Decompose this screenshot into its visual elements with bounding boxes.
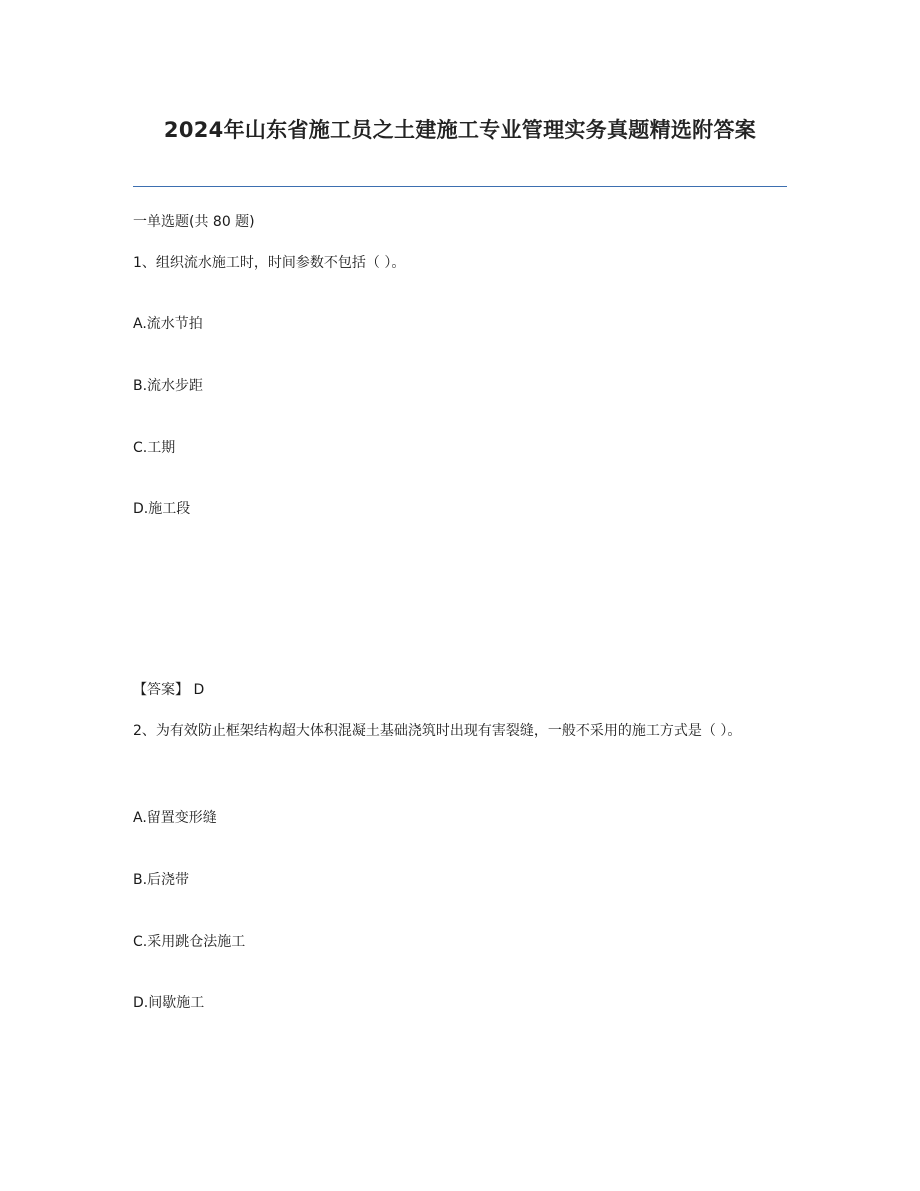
question-1-option-c: C.工期 bbox=[133, 440, 176, 456]
question-2-option-c: C.采用跳仓法施工 bbox=[133, 934, 246, 950]
question-1-answer: 【答案】 D bbox=[133, 682, 205, 698]
question-1-option-b: B.流水步距 bbox=[133, 378, 204, 394]
document-title: 2024年山东省施工员之土建施工专业管理实务真题精选附答案 bbox=[163, 118, 757, 142]
question-2-stem: 2、为有效防止框架结构超大体积混凝土基础浇筑时出现有害裂缝，一般不采用的施工方式是（ ）。 bbox=[133, 723, 742, 739]
question-2-option-b: B.后浇带 bbox=[133, 872, 190, 888]
question-1-stem: 1、组织流水施工时，时间参数不包括（ ）。 bbox=[133, 255, 406, 271]
title-divider bbox=[133, 186, 787, 187]
section-heading: 一单选题(共 80 题) bbox=[133, 214, 255, 230]
question-2-option-a: A.留置变形缝 bbox=[133, 810, 217, 826]
question-2-option-d: D.间歇施工 bbox=[133, 995, 205, 1011]
question-1-option-d: D.施工段 bbox=[133, 501, 191, 517]
question-1-option-a: A.流水节拍 bbox=[133, 316, 203, 332]
